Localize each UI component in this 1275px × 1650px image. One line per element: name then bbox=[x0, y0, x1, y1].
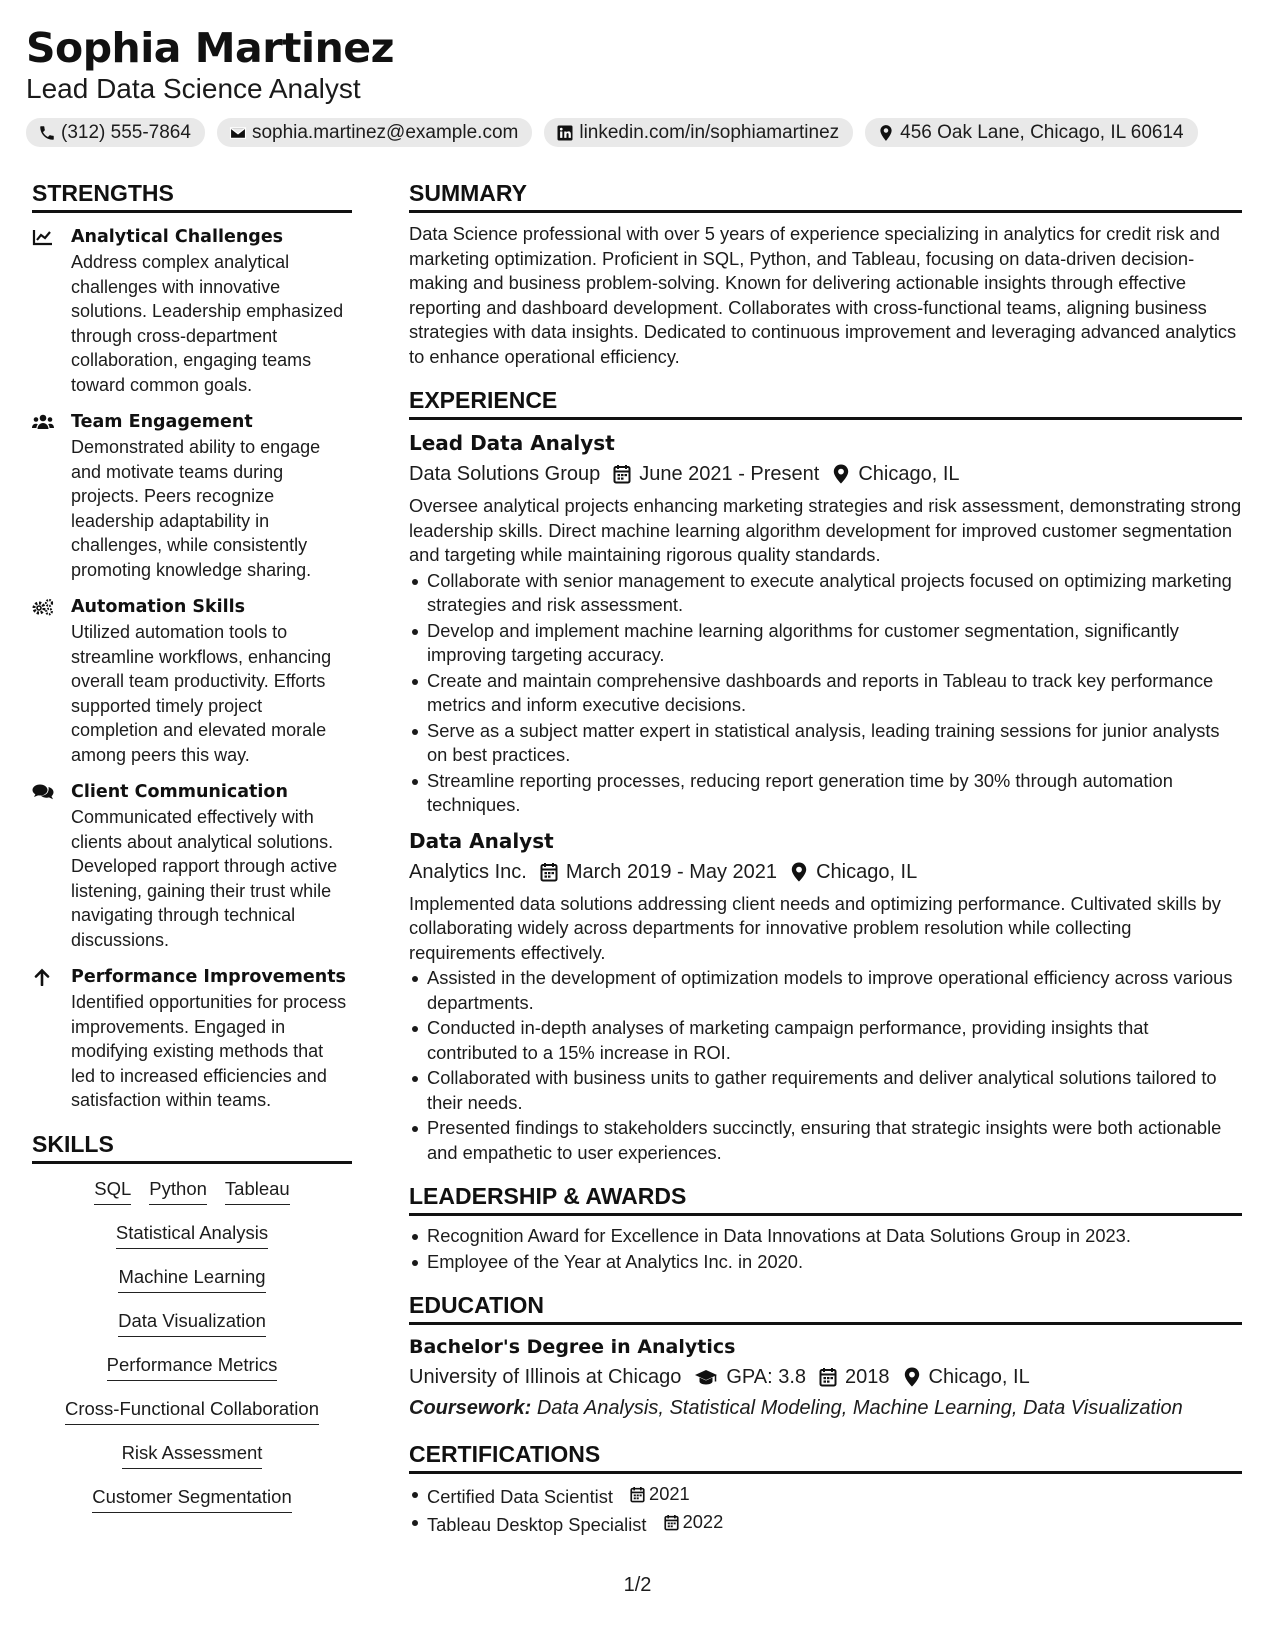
calendar-icon bbox=[540, 862, 558, 882]
leadership-item: Recognition Award for Excellence in Data Innovations at Data Solutions Group in 2023. bbox=[409, 1224, 1242, 1249]
comments-icon bbox=[32, 780, 71, 952]
contact-linkedin-text: linkedin.com/in/sophiamartinez bbox=[579, 121, 840, 143]
gpa: GPA: 3.8 bbox=[726, 1366, 807, 1388]
graduation-cap-icon bbox=[694, 1367, 718, 1387]
gears-icon bbox=[32, 595, 71, 767]
contact-bar bbox=[26, 118, 1256, 147]
job-description: Implemented data solutions addressing client needs and optimizing performance. Cultivated skills by collaborating widely across departments for innovative problem resolution while collecting requirements effectively. bbox=[409, 892, 1221, 963]
strength-item bbox=[32, 410, 352, 582]
job-bullet: Collaborate with senior management to execute analytical projects focused on optimizing marketing strategies and risk assessment. bbox=[409, 569, 1242, 618]
users-icon bbox=[32, 410, 71, 582]
right-column bbox=[409, 178, 1242, 1539]
job-bullet: Presented findings to stakeholders succinctly, ensuring that strategic insights were both actionable and empathetic to user experiences. bbox=[409, 1116, 1242, 1165]
contact-email-text: sophia.martinez@example.com bbox=[251, 121, 519, 143]
strength-item bbox=[32, 225, 352, 397]
skill-tag: Tableau bbox=[225, 1178, 290, 1205]
school-location: Chicago, IL bbox=[928, 1366, 1030, 1388]
candidate-title: Lead Data Science Analyst bbox=[26, 73, 361, 104]
job-company: Data Solutions Group bbox=[409, 463, 601, 485]
certifications-heading: CERTIFICATIONS bbox=[409, 1439, 1242, 1474]
candidate-name: Sophia Martinez bbox=[26, 24, 394, 72]
resume-header bbox=[26, 22, 1256, 147]
job-description: Oversee analytical projects enhancing marketing strategies and risk assessment, demonstrating strong leadership skills. Direct machine learning algorithm development for improved customer segmentation and targeting while maintaining rigorous quality standards. bbox=[409, 495, 1242, 565]
skill-tag: Customer Segmentation bbox=[92, 1486, 292, 1513]
certification-name: Tableau Desktop Specialist bbox=[427, 1514, 647, 1535]
chart-line-icon bbox=[32, 225, 71, 397]
strength-title: Analytical Challenges bbox=[71, 227, 284, 247]
page-number: 1/2 bbox=[623, 1574, 652, 1596]
job-title: Lead Data Analyst bbox=[409, 431, 615, 455]
job-company: Analytics Inc. bbox=[409, 860, 527, 883]
contact-phone-text: (312) 555-7864 bbox=[61, 121, 191, 143]
strength-desc: Identified opportunities for process improvements. Engaged in modifying existing methods that led to increased efficiencies and satisfaction within teams. bbox=[71, 992, 347, 1110]
strength-item bbox=[32, 965, 352, 1113]
contact-address-text: 456 Oak Lane, Chicago, IL 60614 bbox=[900, 121, 1184, 143]
education-section bbox=[409, 1290, 1242, 1423]
education-heading: EDUCATION bbox=[409, 1290, 1242, 1325]
strength-desc: Address complex analytical challenges with innovative solutions. Leadership emphasized through cross-department collaboration, engaging teams toward common goals. bbox=[71, 252, 344, 395]
coursework-list: Data Analysis, Statistical Modeling, Machine Learning, Data Visualization bbox=[536, 1397, 1183, 1419]
calendar-icon bbox=[630, 1486, 649, 1503]
job-title: Data Analyst bbox=[409, 828, 554, 853]
strengths-heading: STRENGTHS bbox=[32, 178, 352, 213]
leadership-heading: LEADERSHIP & AWARDS bbox=[409, 1181, 1242, 1216]
graduation-year: 2018 bbox=[845, 1366, 890, 1388]
certification-item bbox=[409, 1510, 1242, 1537]
job-dates: June 2021 - Present bbox=[639, 463, 820, 485]
job-meta bbox=[409, 458, 1242, 490]
skill-tag: Risk Assessment bbox=[122, 1442, 263, 1469]
experience-section bbox=[409, 385, 1242, 1165]
calendar-icon bbox=[819, 1367, 837, 1387]
envelope-icon bbox=[229, 124, 247, 142]
strength-item bbox=[32, 780, 352, 952]
strength-title: Automation Skills bbox=[71, 597, 246, 617]
coursework-label: Coursework: bbox=[409, 1397, 532, 1419]
certification-name: Certified Data Scientist bbox=[427, 1485, 613, 1507]
job-bullet: Create and maintain comprehensive dashboards and reports in Tableau to track key performance metrics and inform executive decisions. bbox=[409, 669, 1242, 718]
skills-list bbox=[32, 1178, 352, 1513]
linkedin-icon bbox=[556, 124, 574, 142]
job-bullet: Conducted in-depth analyses of marketing campaign performance, providing insights that contributed to a 15% increase in ROI. bbox=[409, 1016, 1242, 1065]
skills-heading: SKILLS bbox=[32, 1129, 352, 1164]
strength-title: Team Engagement bbox=[71, 412, 253, 432]
leadership-list bbox=[409, 1224, 1242, 1274]
certification-year: 2022 bbox=[682, 1511, 724, 1533]
strength-desc: Demonstrated ability to engage and motivate teams during projects. Peers recognize leadership adaptability in challenges, while consistently promoting knowledge sharing. bbox=[71, 437, 321, 580]
strength-title: Client Communication bbox=[71, 782, 288, 802]
leadership-section bbox=[409, 1181, 1242, 1274]
certifications-section bbox=[409, 1439, 1242, 1538]
job-location: Chicago, IL bbox=[858, 463, 960, 485]
certifications-list bbox=[409, 1482, 1242, 1538]
job-bullets bbox=[409, 966, 1242, 1165]
job-bullet: Streamline reporting processes, reducing report generation time by 30% through automation techniques. bbox=[409, 769, 1242, 818]
calendar-icon bbox=[664, 1514, 683, 1531]
degree-title: Bachelor's Degree in Analytics bbox=[409, 1336, 736, 1358]
summary-text: Data Science professional with over 5 years of experience specializing in analytics for credit risk and marketing optimization. Proficient in SQL, Python, and Tableau, focusing on data-driven decision-making and business problem-solving. Known for delivering actionable insights through effective reporting and dashboard development. Collaborates with cross-functional teams, aligning business strategies with data insights. Dedicated to continuous improvement and leveraging advanced analytics to enhance operational efficiency. bbox=[409, 223, 1237, 367]
contact-email[interactable] bbox=[217, 118, 532, 147]
job-entry bbox=[409, 826, 1242, 1166]
summary-heading: SUMMARY bbox=[409, 178, 1242, 213]
skill-tag: SQL bbox=[94, 1178, 131, 1205]
map-pin-icon bbox=[903, 1367, 921, 1387]
job-bullet: Collaborated with business units to gather requirements and deliver analytical solutions tailored to their needs. bbox=[409, 1066, 1242, 1115]
strength-desc: Communicated effectively with clients about analytical solutions. Developed rapport through active listening, gaining their trust while navigating through technical discussions. bbox=[71, 807, 338, 950]
leadership-item: Employee of the Year at Analytics Inc. in 2020. bbox=[409, 1250, 1242, 1275]
skill-tag: Statistical Analysis bbox=[116, 1222, 268, 1249]
calendar-icon bbox=[613, 464, 631, 484]
left-column bbox=[32, 178, 352, 1513]
certification-item bbox=[409, 1482, 1242, 1509]
map-pin-icon bbox=[790, 862, 808, 882]
contact-phone[interactable] bbox=[26, 118, 205, 147]
job-location: Chicago, IL bbox=[816, 860, 918, 883]
job-entry bbox=[409, 428, 1242, 818]
skill-tag: Data Visualization bbox=[118, 1310, 266, 1337]
job-dates: March 2019 - May 2021 bbox=[565, 860, 778, 883]
strengths-list bbox=[32, 225, 352, 1113]
education-meta bbox=[409, 1361, 1242, 1393]
skill-tag: Cross-Functional Collaboration bbox=[65, 1398, 319, 1425]
map-pin-icon bbox=[832, 464, 850, 484]
skill-tag: Machine Learning bbox=[118, 1266, 265, 1293]
strength-desc: Utilized automation tools to streamline workflows, enhancing overall team productivity. Efforts supported timely project completion and elevated morale among peers this way. bbox=[71, 622, 332, 765]
arrow-up-icon bbox=[32, 965, 71, 1113]
skill-tag: Performance Metrics bbox=[107, 1354, 278, 1381]
map-pin-icon bbox=[877, 124, 895, 142]
contact-address bbox=[865, 118, 1197, 147]
strength-title: Performance Improvements bbox=[71, 967, 346, 987]
job-meta bbox=[409, 856, 1242, 888]
job-bullet: Assisted in the development of optimization models to improve operational efficiency across various departments. bbox=[409, 966, 1242, 1015]
coursework bbox=[409, 1393, 1242, 1423]
experience-heading: EXPERIENCE bbox=[409, 385, 1242, 420]
strength-item bbox=[32, 595, 352, 767]
phone-icon bbox=[38, 124, 56, 142]
job-bullet: Develop and implement machine learning algorithms for customer segmentation, significantly improving targeting accuracy. bbox=[409, 619, 1242, 668]
job-bullet: Serve as a subject matter expert in statistical analysis, leading training sessions for junior analysts on best practices. bbox=[409, 719, 1242, 768]
school-name: University of Illinois at Chicago bbox=[409, 1366, 682, 1388]
skill-tag: Python bbox=[149, 1178, 207, 1205]
certification-year: 2021 bbox=[649, 1483, 690, 1504]
job-bullets bbox=[409, 569, 1242, 818]
contact-linkedin[interactable] bbox=[544, 118, 853, 147]
